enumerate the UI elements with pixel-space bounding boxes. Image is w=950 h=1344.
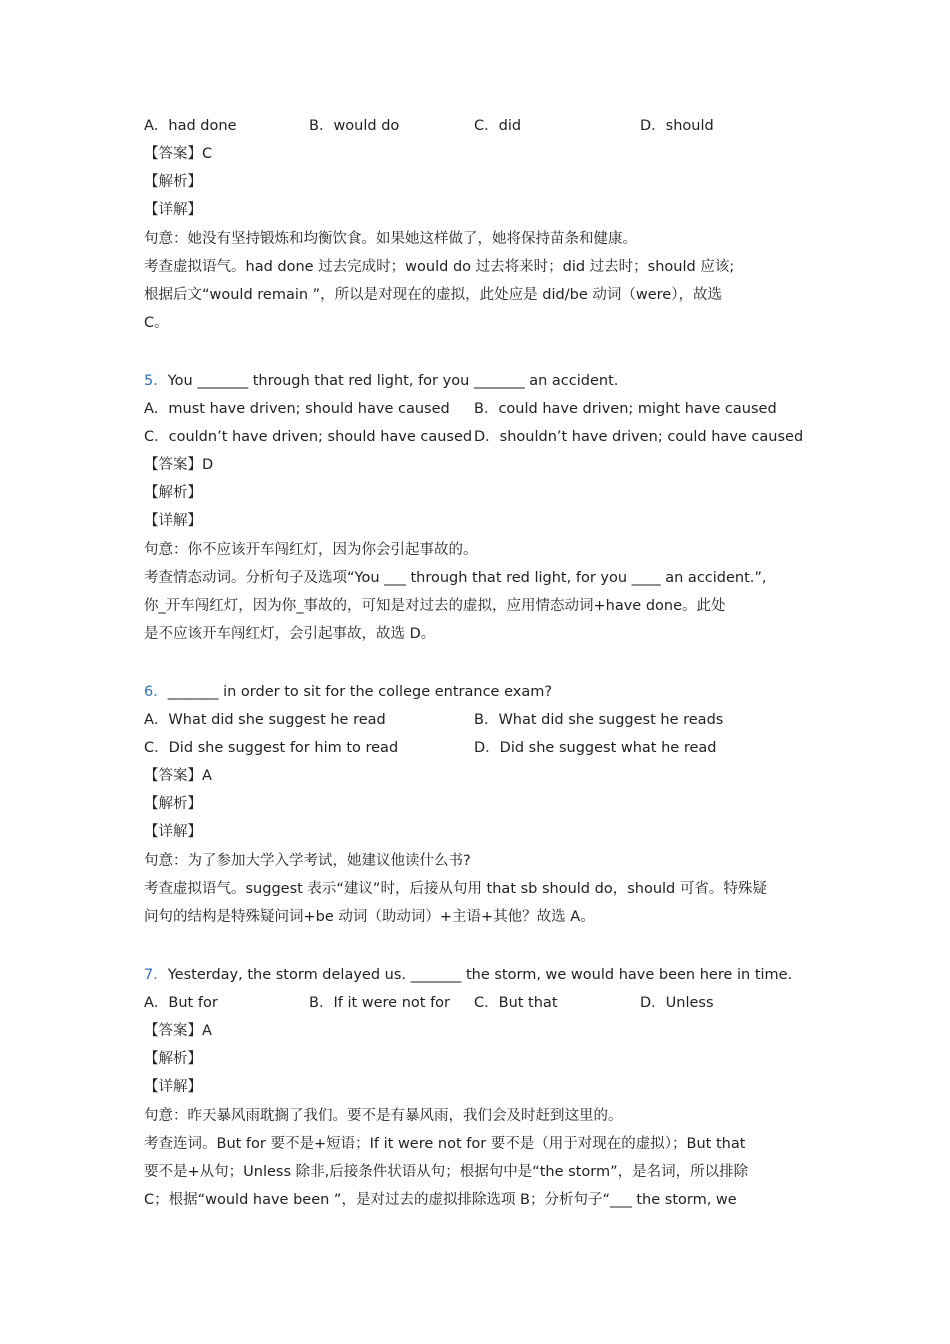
q5-option-c: C．couldn’t have driven; should have caused (144, 429, 473, 445)
q7-detail-label: 【详解】 (144, 1079, 202, 1095)
q6-analysis-label: 【解析】 (144, 796, 202, 812)
q4-option-b: B．would do (309, 118, 400, 134)
q5-stem (144, 371, 618, 391)
q6-explanation-line: 问句的结构是特殊疑问词+be 动词（助动词）+主语+其他？故选 A。 (144, 909, 595, 925)
q7-explanation-line: 考查连词。But for 要不是+短语；If it were not for 要不是（用于对现在的虚拟）；But that (144, 1136, 746, 1152)
q7-stem (144, 965, 792, 985)
q7-number: 7． (144, 967, 168, 983)
q7-stem-text: Yesterday, the storm delayed us. _______ the storm, we would have been here in time. (167, 967, 793, 983)
q4-answer: 【答案】C (144, 146, 213, 162)
q5-option-b: B．could have driven; might have caused (474, 401, 777, 417)
q5-explanation-line: 你_开车闯红灯，因为你_事故的，可知是对过去的虚拟，应用情态动词+have done。此处 (144, 598, 726, 614)
q4-explanation-line: C。 (144, 315, 169, 331)
q4-option-c: C．did (474, 118, 522, 134)
q5-stem-text: You _______ through that red light, for you _______ an accident. (167, 373, 619, 389)
q4-option-a: A．had done (144, 118, 237, 134)
q6-option-c: C．Did she suggest for him to read (144, 740, 399, 756)
q4-explanation-line: 根据后文“would remain ”，所以是对现在的虚拟，此处应是 did/be 动词（were），故选 (144, 287, 722, 303)
q5-explanation-line: 考查情态动词。分析句子及选项“You ___ through that red light, for you ____ an accident.”, (144, 570, 767, 586)
q7-explanation-line: 要不是+从句；Unless 除非,后接条件状语从句；根据句中是“the storm”，是名词，所以排除 (144, 1164, 749, 1180)
q6-detail-label: 【详解】 (144, 824, 202, 840)
q7-option-c: C．But that (474, 995, 558, 1011)
q6-option-a: A．What did she suggest he read (144, 712, 386, 728)
q6-answer: 【答案】A (144, 768, 212, 784)
q7-explanation-line: 句意：昨天暴风雨耽搁了我们。要不是有暴风雨，我们会及时赶到这里的。 (144, 1108, 623, 1124)
q5-detail-label: 【详解】 (144, 513, 202, 529)
q5-number: 5． (144, 373, 168, 389)
q6-explanation-line: 考查虚拟语气。suggest 表示“建议”时，后接从句用 that sb should do，should 可省。特殊疑 (144, 881, 767, 897)
q6-explanation-line: 句意：为了参加大学入学考试，她建议他读什么书? (144, 853, 471, 869)
q4-analysis-label: 【解析】 (144, 174, 202, 190)
q4-explanation-line: 考查虚拟语气。had done 过去完成时；would do 过去将来时；did 过去时；should 应该; (144, 259, 735, 275)
q7-answer: 【答案】A (144, 1023, 212, 1039)
q6-option-d: D．Did she suggest what he read (474, 740, 717, 756)
q5-analysis-label: 【解析】 (144, 485, 202, 501)
q7-option-a: A．But for (144, 995, 218, 1011)
q7-analysis-label: 【解析】 (144, 1051, 202, 1067)
q5-answer: 【答案】D (144, 457, 214, 473)
q4-option-d: D．should (640, 118, 714, 134)
q6-stem (144, 682, 552, 702)
q6-stem-text: _______ in order to sit for the college entrance exam? (167, 684, 553, 700)
q7-option-b: B．If it were not for (309, 995, 451, 1011)
q7-option-d: D．Unless (640, 995, 714, 1011)
q6-number: 6． (144, 684, 168, 700)
q4-explanation-line: 句意：她没有坚持锻炼和均衡饮食。如果她这样做了，她将保持苗条和健康。 (144, 231, 637, 247)
q5-option-a: A．must have driven; should have caused (144, 401, 450, 417)
q7-explanation-line: C；根据“would have been ”，是对过去的虚拟排除选项 B；分析句子“___ the storm, we (144, 1192, 737, 1208)
q4-detail-label: 【详解】 (144, 202, 202, 218)
q5-explanation-line: 句意：你不应该开车闯红灯，因为你会引起事故的。 (144, 542, 478, 558)
q5-explanation-line: 是不应该开车闯红灯，会引起事故，故选 D。 (144, 626, 436, 642)
q6-option-b: B．What did she suggest he reads (474, 712, 724, 728)
q5-option-d: D．shouldn’t have driven; could have caused (474, 429, 804, 445)
